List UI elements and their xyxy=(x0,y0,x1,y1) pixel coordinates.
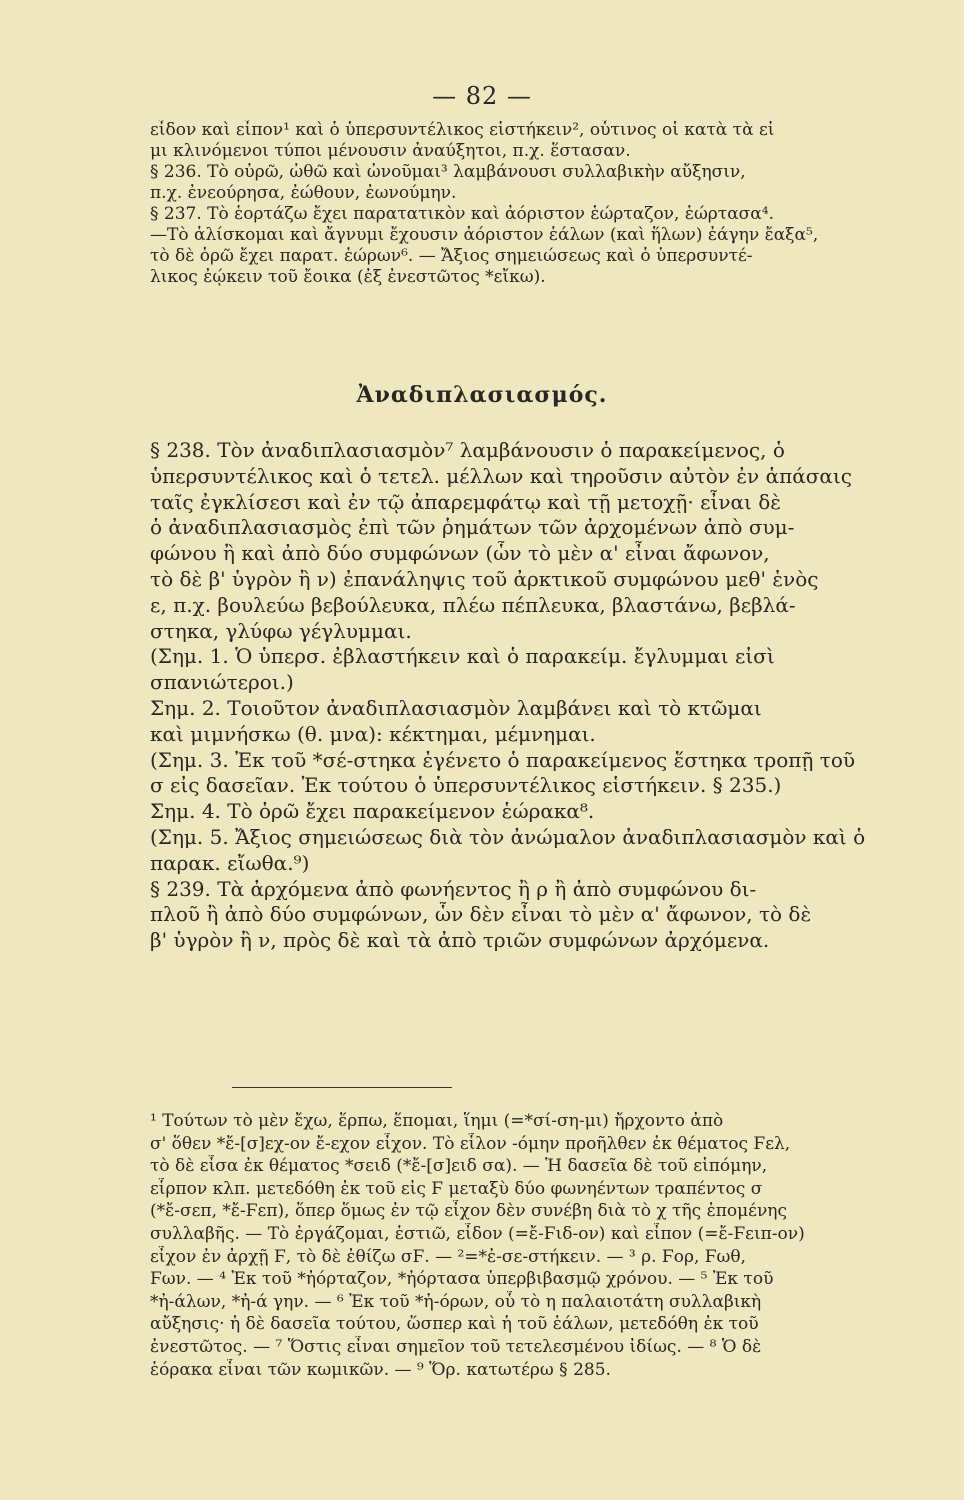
text-line: τὸ δὲ β' ὑγρὸν ἢ ν) ἐπανάληψις τοῦ ἀρκτικοῦ συμφώνου μεθ' ἑνὸς xyxy=(150,566,819,591)
text-line: (Σημ. 1. Ὁ ὑπερσ. ἐβλαστήκειν καὶ ὁ παρακείμ. ἔγλυμμαι εἰσὶ xyxy=(150,644,775,669)
footnote-line: σ' ὅθεν *ἔ-[σ]εχ-ον ἔ-εχον εἶχον. Τὸ εἷλον -όμην προῆλθεν ἐκ θέματος Ϝελ, xyxy=(150,1133,791,1154)
text-line: Σημ. 2. Τοιοῦτον ἀναδιπλασιασμὸν λαμβάνει καὶ τὸ κτῶμαι xyxy=(150,695,762,720)
page-number: — 82 — xyxy=(432,82,532,110)
footnotes xyxy=(150,1110,940,1381)
text-line: τὸ δὲ ὁρῶ ἔχει παρατ. ἑώρων⁶. — Ἄξιος σημειώσεως καὶ ὁ ὑπερσυντέ- xyxy=(150,246,753,266)
text-line: στηκα, γλύφω γέγλυμμαι. xyxy=(150,618,412,643)
text-line: ταῖς ἐγκλίσεσι καὶ ἐν τῷ ἀπαρεμφάτῳ καὶ τῇ μετοχῇ· εἶναι δὲ xyxy=(150,489,781,514)
text-line: σπανιώτεροι.) xyxy=(150,670,294,695)
footnote-line: αὔξησις· ἡ δὲ δασεῖα τούτου, ὥσπερ καὶ ἡ τοῦ ἑάλων, μετεδόθη ἐκ τοῦ xyxy=(150,1314,759,1335)
text-line: καὶ μιμνήσκω (θ. μνα): κέκτημαι, μέμνημαι. xyxy=(150,721,596,746)
text-line: § 238. Τὸν ἀναδιπλασιασμὸν⁷ λαμβάνουσιν ὁ παρακείμενος, ὁ xyxy=(150,438,785,462)
text-line: § 239. Τὰ ἀρχόμενα ἀπὸ φωνήεντος ἢ ρ ἢ ἀπὸ συμφώνου δι- xyxy=(150,876,757,901)
text-line: μι κλινόμενοι τύποι μένουσιν ἀναύξητοι, π.χ. ἕστασαν. xyxy=(150,141,631,161)
section-heading: Ἀναδιπλασιασμός. xyxy=(356,382,608,408)
text-line: —Τὸ ἁλίσκομαι καὶ ἄγνυμι ἔχουσιν ἀόριστον ἑάλων (καὶ ἥλων) ἐάγην ἔαξα⁵, xyxy=(150,225,819,245)
footnote-line: ἑόρακα εἶναι τῶν κωμικῶν. — ⁹ Ὅρ. κατωτέρω § 285. xyxy=(150,1359,611,1380)
text-line: πλοῦ ἢ ἀπὸ δύο συμφώνων, ὧν δὲν εἶναι τὸ μὲν α' ἄφωνον, τὸ δὲ xyxy=(150,902,812,927)
footnote-line: *ἠ-άλων, *ἠ-ά γην. — ⁶ Ἐκ τοῦ *ἠ-όρων, οὗ τὸ η παλαιοτάτη συλλαβικὴ xyxy=(150,1291,762,1312)
footnote-line: εἶχον ἐν ἀρχῇ Ϝ, τὸ δὲ ἐθίζω σϜ. — ²=*ἐ-σε-στήκειν. — ³ ρ. Ϝορ, Ϝωθ, xyxy=(150,1246,747,1267)
text-line: π.χ. ἐνεούρησα, ἐώθουν, ἐωνούμην. xyxy=(150,183,457,203)
text-line: ε, π.χ. βουλεύω βεβούλευκα, πλέω πέπλευκα, βλαστάνω, βεβλά- xyxy=(150,592,796,617)
text-line: ὁ ἀναδιπλασιασμὸς ἐπὶ τῶν ῥημάτων τῶν ἀρχομένων ἀπὸ συμ- xyxy=(150,515,795,540)
text-line: (Σημ. 3. Ἐκ τοῦ *σέ-στηκα ἐγένετο ὁ παρακείμενος ἕστηκα τροπῇ τοῦ xyxy=(150,747,856,772)
top-paragraphs xyxy=(150,120,940,288)
footnote-separator xyxy=(232,1087,452,1088)
text-line: ὑπερσυντέλικος καὶ ὁ τετελ. μέλλων καὶ τηροῦσιν αὐτὸν ἐν ἁπάσαις xyxy=(150,463,852,488)
text-line: § 236. Τὸ οὐρῶ, ὠθῶ καὶ ὠνοῦμαι³ λαμβάνουσι συλλαβικὴν αὔξησιν, xyxy=(150,162,746,182)
footnote-line: εἷρπον κλπ. μετεδόθη ἐκ τοῦ εἰς Ϝ μεταξὺ δύο φωνηέντων τραπέντος σ xyxy=(150,1178,763,1199)
text-line: β' ὑγρὸν ἢ ν, πρὸς δὲ καὶ τὰ ἀπὸ τριῶν συμφώνων ἀρχόμενα. xyxy=(150,928,770,953)
footnote-line: τὸ δὲ εἶσα ἐκ θέματος *σειδ (*ἔ-[σ]ειδ σα). — Ἡ δασεῖα δὲ τοῦ εἱπόμην, xyxy=(150,1156,768,1177)
text-line: Σημ. 4. Τὸ ὁρῶ ἔχει παρακείμενον ἑώρακα⁸. xyxy=(150,799,595,824)
footnote-line: Ϝων. — ⁴ Ἐκ τοῦ *ἠόρταζον, *ἠόρτασα ὑπερβιβασμῷ χρόνου. — ⁵ Ἐκ τοῦ xyxy=(150,1269,774,1290)
text-line: φώνου ἢ καὶ ἀπὸ δύο συμφώνων (ὧν τὸ μὲν α' εἶναι ἄφωνον, xyxy=(150,541,770,566)
text-line: εἶδον καὶ εἶπον¹ καὶ ὁ ὑπερσυντέλικος εἱστήκειν², οὗτινος οἱ κατὰ τὰ εἰ xyxy=(150,120,775,140)
text-line: (Σημ. 5. Ἄξιος σημειώσεως διὰ τὸν ἀνώμαλον ἀναδιπλασιασμὸν καὶ ὁ xyxy=(150,824,866,849)
main-paragraphs xyxy=(150,438,940,954)
text-line: σ εἰς δασεῖαν. Ἐκ τούτου ὁ ὑπερσυντέλικος εἱστήκειν. § 235.) xyxy=(150,773,782,798)
footnote-line: συλλαβῆς. — Τὸ ἐργάζομαι, ἑστιῶ, εἶδον (=ἔ-Ϝιδ-ον) καὶ εἶπον (=ἔ-Ϝειπ-ον) xyxy=(150,1223,805,1244)
text-line: λικος ἐῴκειν τοῦ ἔοικα (ἐξ ἐνεστῶτος *εἴκω). xyxy=(150,267,546,287)
footnote-line: ¹ Τούτων τὸ μὲν ἔχω, ἕρπω, ἕπομαι, ἵημι (=*σί-ση-μι) ἤρχοντο ἀπὸ xyxy=(150,1111,724,1131)
footnote-line: ἐνεστῶτος. — ⁷ Ὅστις εἶναι σημεῖον τοῦ τετελεσμένου ἰδίως. — ⁸ Ὁ δὲ xyxy=(150,1336,762,1357)
text-line: § 237. Τὸ ἑορτάζω ἔχει παρατατικὸν καὶ ἀόριστον ἑώρταζον, ἑώρτασα⁴. xyxy=(150,204,774,224)
footnote-line: (*ἔ-σεπ, *ἔ-Ϝεπ), ὅπερ ὅμως ἐν τῷ εἶχον δὲν συνέβη διὰ τὸ χ τῆς ἑπομένης xyxy=(150,1201,788,1222)
text-line: παρακ. εἴωθα.⁹) xyxy=(150,850,310,875)
